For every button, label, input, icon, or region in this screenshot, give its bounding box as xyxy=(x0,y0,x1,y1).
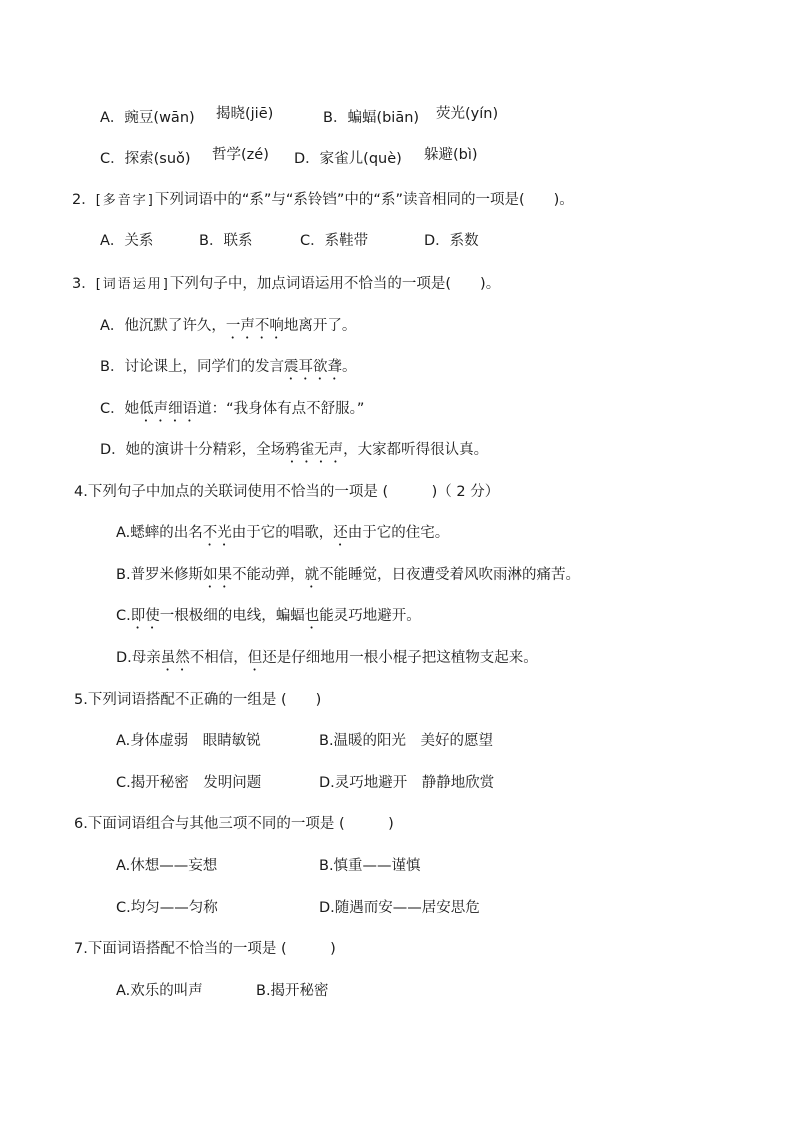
q5-option-d: D.灵巧地避开 静静地欣赏 xyxy=(319,775,495,791)
q4-option-a xyxy=(116,523,449,549)
option-text: 由于它的住宅。 xyxy=(347,525,450,541)
option-text: 地离开了。 xyxy=(283,318,357,334)
q1-option-b: B．蝙蝠(biān) xyxy=(323,110,420,126)
option-letter: C. xyxy=(116,608,131,624)
dotted-word: 低声细语 xyxy=(139,401,198,417)
dotted-word: 不光 xyxy=(202,525,232,541)
q6-option-a: A.休想——妄想 xyxy=(116,858,218,874)
option-text: 。 xyxy=(341,359,357,375)
q6-option-c: C.均匀——匀称 xyxy=(116,900,218,916)
q3-number: 3． xyxy=(72,276,96,292)
q5-option-c: C.揭开秘密 发明问题 xyxy=(116,775,262,791)
q3-option-c xyxy=(100,399,364,425)
option-letter: D. xyxy=(116,650,132,666)
option-text: 他沉默了许久， xyxy=(124,318,226,334)
option-text: 不能动弹， xyxy=(232,567,305,583)
option-text: 蟋蟀的出名 xyxy=(130,525,203,541)
q1-option-b-word2: 荧光(yín) xyxy=(436,106,499,122)
option-letter: B. xyxy=(116,567,131,583)
option-text: 一根极细的电线，蝙蝠 xyxy=(159,608,305,624)
q1-option-c: C．探索(suǒ) xyxy=(100,151,191,167)
option-letter: A． xyxy=(100,318,125,334)
option-text: 讨论课上，同学们的发言 xyxy=(124,359,284,375)
q3-tag: [词语运用] xyxy=(95,277,170,292)
option-letter: B． xyxy=(100,359,125,375)
dotted-word: 鸦雀无声 xyxy=(285,442,344,458)
dotted-word: 虽然 xyxy=(160,650,190,666)
q1-option-d-word2: 躲避(bì) xyxy=(424,147,478,163)
q3-option-a xyxy=(100,316,356,342)
option-text: ，大家都听得很认真。 xyxy=(343,442,489,458)
q2-number: 2． xyxy=(72,192,96,208)
q3-text: 下列句子中，加点词语运用不恰当的一项是( )。 xyxy=(169,276,501,292)
option-text: 母亲 xyxy=(131,650,161,666)
q5-stem: 5.下列词语搭配不正确的一组是 ( ) xyxy=(74,692,322,708)
option-text: 不相信， xyxy=(189,650,248,666)
option-text: 道：“我身体有点不舒服。” xyxy=(197,401,365,417)
dotted-word: 也 xyxy=(304,608,320,624)
q6-option-b: B.慎重——谨慎 xyxy=(319,858,421,874)
option-letter: A. xyxy=(116,525,131,541)
q4-option-b xyxy=(116,565,580,591)
q6-stem: 6.下面词语组合与其他三项不同的一项是 ( ) xyxy=(74,816,394,832)
option-text: 由于它的唱歌， xyxy=(231,525,334,541)
option-text: 不能睡觉，日夜遭受着风吹雨淋的痛苦。 xyxy=(319,567,581,583)
q1-option-d: D．家雀儿(què) xyxy=(294,151,402,167)
option-letter: C． xyxy=(100,401,125,417)
q7-option-a: A.欢乐的叫声 xyxy=(116,983,203,999)
q1-option-c-word2: 哲学(zé) xyxy=(212,147,269,163)
option-text: 还是仔细地用一根小棍子把这植物支起来。 xyxy=(262,650,538,666)
dotted-word: 就 xyxy=(304,567,320,583)
dotted-word: 一声不响 xyxy=(225,318,284,334)
q2-stem xyxy=(72,190,574,211)
dotted-word: 即使 xyxy=(130,608,160,624)
option-text: 能灵巧地避开。 xyxy=(319,608,421,624)
option-text: 普罗米修斯 xyxy=(130,567,204,583)
q1-option-a-word2: 揭晓(jiē) xyxy=(216,106,274,122)
q5-option-b: B.温暖的阳光 美好的愿望 xyxy=(319,733,494,749)
q4-option-c xyxy=(116,606,421,632)
q6-option-d: D.随遇而安——居安思危 xyxy=(319,900,480,916)
q2-option-b: B．联系 xyxy=(199,233,253,249)
dotted-word: 还 xyxy=(333,525,348,541)
q2-option-a: A．关系 xyxy=(100,233,154,249)
q2-tag: [多音字] xyxy=(95,193,155,208)
q1-option-a: A．豌豆(wān) xyxy=(100,110,195,126)
option-text: 她的演讲十分精彩，全场 xyxy=(125,442,286,458)
q2-option-d: D．系数 xyxy=(424,233,479,249)
q5-option-a: A.身体虚弱 眼睛敏锐 xyxy=(116,733,261,749)
option-text: 她 xyxy=(124,401,140,417)
dotted-word: 如果 xyxy=(203,567,233,583)
q4-stem: 4.下列句子中加点的关联词使用不恰当的一项是 ( )（ 2 分） xyxy=(74,484,500,500)
dotted-word: 震耳欲聋 xyxy=(283,359,342,375)
q3-option-b xyxy=(100,357,356,383)
q7-option-b: B.揭开秘密 xyxy=(256,983,329,999)
q7-stem: 7.下面词语搭配不恰当的一项是 ( ) xyxy=(74,941,336,957)
q4-option-d xyxy=(116,648,538,674)
q3-stem xyxy=(72,274,500,295)
dotted-word: 但 xyxy=(247,650,263,666)
q2-option-c: C．系鞋带 xyxy=(300,233,369,249)
option-letter: D． xyxy=(100,442,126,458)
q2-text: 下列词语中的“系”与“系铃铛”中的“系”读音相同的一项是( )。 xyxy=(154,192,574,208)
q3-option-d xyxy=(100,440,488,466)
